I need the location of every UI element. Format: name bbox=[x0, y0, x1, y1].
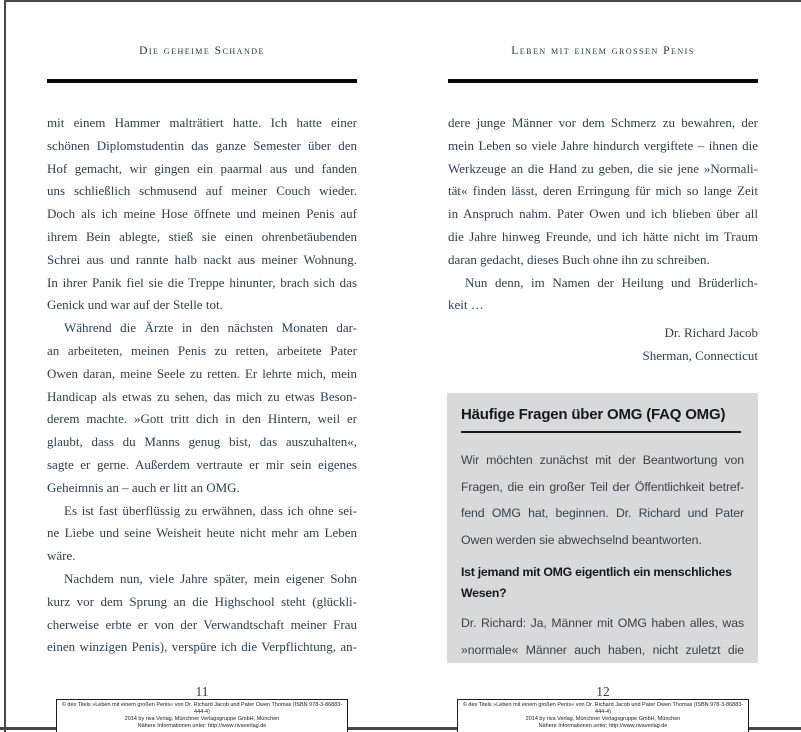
faq-heading-rule bbox=[461, 431, 741, 433]
faq-intro: Wir möchten zunächst mit der Beantwortung von Fragen, die ein großer Teil der Öffentlichkeit betref- fend OMG hat, beginnen. Dr. Richard und Pater Owen werden sie abwechselnd beantworten. bbox=[461, 453, 744, 547]
copyright-box-left: © des Titels »Leben mit einem großen Penis« von Dr. Richard Jacob und Pater Owen Thomas (ISBN 978-3-86883-444-4) 2014 by riva Verlag, Münchner Verlagsgruppe GmbH, München Nähere Informationen unter: http://www.rivaverlag.de bbox=[56, 699, 348, 732]
author-signature: Dr. Richard Jacob Sherman, Connecticut bbox=[642, 325, 758, 363]
copyright-box-right: © des Titels »Leben mit einem großen Penis« von Dr. Richard Jacob und Pater Owen Thomas (ISBN 978-3-86883-444-4) 2014 by riva Verlag, Münchner Verlagsgruppe GmbH, München Nähere Informationen unter: http://www.rivaverlag.de bbox=[457, 699, 749, 732]
body-text-left: mit einem Hammer malträtiert hatte. Ich hatte einer schönen Diplomstudentin das ganze Semester über den Hof gemacht, wir gingen ein paarmal aus und fanden uns schließlich schmusend auf meiner Couch wieder. Doch als ich meine Hose öffnete und meinen Penis auf ihrem Bein ablegte, stieß sie einen ohrenbetäubenden Schrei aus und rannte halb nackt aus meiner Wohnung. In ihrer Panik fiel sie die Treppe hinunter, brach sich das Genick und war auf der Stelle tot. Während die Ärzte in den nächsten Monaten dar- an arbeiteten, meinen Penis zu retten, arbeitete Pater Owen daran, meine Seele zu retten. Er lehrte mich, mein Handicap als etwas zu sehen, das mich zu etwas Beson- derem machte. »Gott tritt dich in den Hintern, weil er glaubt, dass du Manns genug bist, das auszuhalten«, sagte er gerne. Außerdem vertraute er mir sein eigenes Geheimnis an – auch er litt an OMG. Es ist fast überflüssig zu erwähnen, dass ich ohne sei- ne Liebe und seine Weisheit heute nicht mehr am Leben wäre. Nachdem nun, viele Jahre später, mein eigener Sohn kurz vor dem Sprung an die Highschool steht (glückli- cherweise erbte er von der Verwandtschaft meiner Frau einen winzigen Penis), verspüre ich die Verpflichtung, an- bbox=[47, 115, 357, 655]
header-rule-right bbox=[448, 79, 758, 83]
faq-box bbox=[447, 393, 758, 663]
faq-question: Ist jemand mit OMG eigentlich ein menschliches Wesen? bbox=[461, 565, 732, 601]
page-right bbox=[448, 0, 758, 732]
faq-heading: Häufige Fragen über OMG (FAQ OMG) bbox=[461, 406, 726, 423]
header-rule-left bbox=[47, 79, 357, 83]
running-head-left: Die geheime Schande bbox=[139, 45, 265, 57]
page-number-right: 12 bbox=[596, 684, 610, 699]
body-text-right: dere junge Männer vor dem Schmerz zu bewahren, der mein Leben so viele Jahre hindurch vergiftete – ihnen die Werkzeuge an die Hand zu geben, die sie jene »Normali- tät« finden lässt, deren Erringung für mich so lange Zeit in Anspruch nahm. Pater Owen und ich blieben über all die Jahre hinweg Freunde, und ich hätte nicht im Traum daran gedacht, dieses Buch ohne ihn zu schreiben. Nun denn, im Namen der Heilung und Brüderlich- keit … bbox=[448, 115, 758, 313]
faq-answer: Dr. Richard: Ja, Männer mit OMG haben alles, was »normale« Männer auch haben, nicht zuletzt die bbox=[461, 616, 744, 657]
page-number-left: 11 bbox=[195, 684, 209, 699]
window-border-left bbox=[4, 0, 6, 732]
page-left bbox=[47, 0, 357, 732]
running-head-right: Leben mit einem grossen Penis bbox=[511, 45, 695, 57]
